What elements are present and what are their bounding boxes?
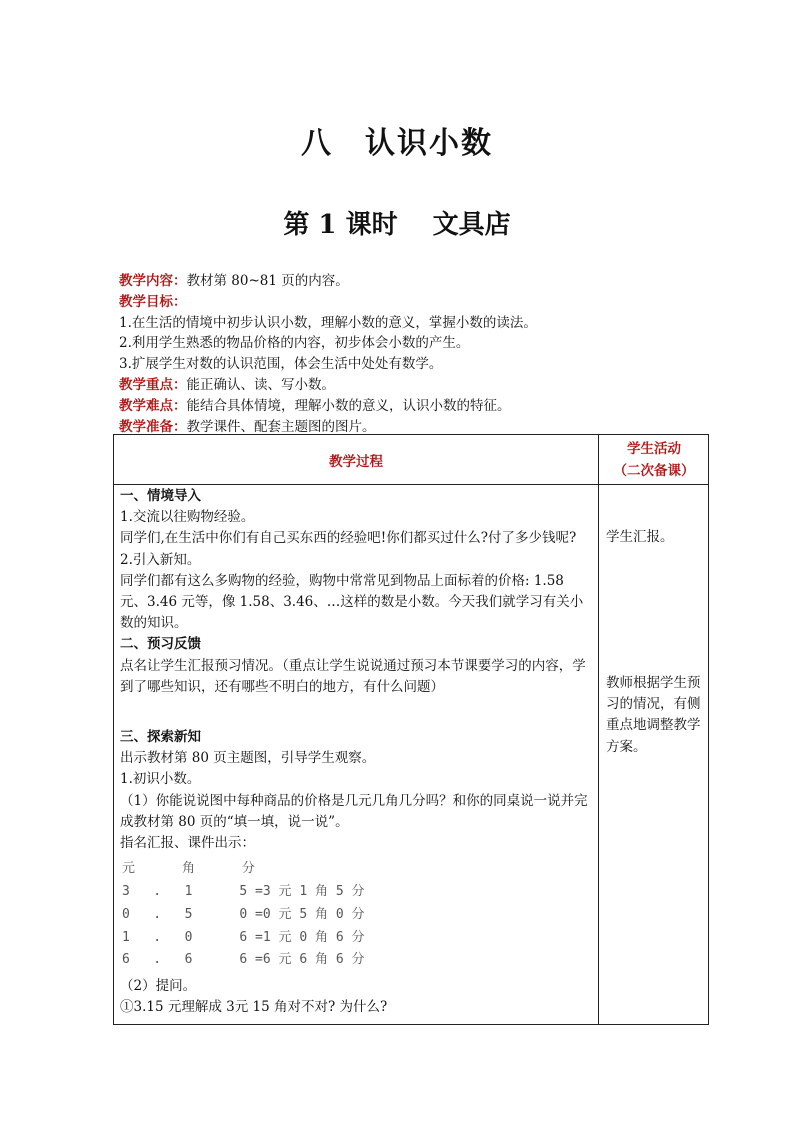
price-row: 1 . 0 6 =1 元 0 角 6 分 <box>122 929 365 945</box>
paragraph: ①3.15 元理解成 3元 15 角对不对? 为什么? <box>120 999 388 1016</box>
side-note-adjust: 教师根据学生预习的情况，有侧重点地调整教学方案。 <box>606 675 701 755</box>
paragraph: 点名让学生汇报预习情况。（重点让学生说说通过预习本节课要学习的内容，学到了哪些知识，还有哪些不明白的地方，有什么问题） <box>120 657 586 695</box>
meta-key-point: 教学重点：能正确认、读、写小数。 <box>119 376 335 393</box>
meta-content: 教学内容：教材第 80~81 页的内容。 <box>119 273 349 289</box>
paragraph: 同学们,在生活中你们有自己买东西的经验吧!你们都买过什么?付了多少钱呢? <box>120 530 577 547</box>
header-divider <box>114 484 708 485</box>
paragraph: 同学们都有这么多购物的经验，购物中常常见到物品上面标着的价格: 1.58 元、3.46 元等，像 1.58、3.46、…这样的数是小数。今天我们就学习有关小数的知识。 <box>120 572 584 632</box>
section-title-preview: 二、预习反馈 <box>120 636 201 653</box>
meta-difficulty: 教学难点：能结合具体情境，理解小数的意义，认识小数的特征。 <box>119 397 511 414</box>
meta-goal-1: 1.在生活的情境中初步认识小数，理解小数的意义，掌握小数的读法。 <box>119 314 537 331</box>
meta-goal-2: 2.利用学生熟悉的物品价格的内容，初步体会小数的产生。 <box>119 335 470 352</box>
header-teaching-process: 教学过程 <box>329 453 383 470</box>
lesson-meta <box>119 271 719 437</box>
meta-goal-3: 3.扩展学生对数的认识范围，体会生活中处处有数学。 <box>119 356 443 373</box>
section-title-intro: 一、情境导入 <box>120 488 201 504</box>
header-student-activity: 学生活动 （二次备课） <box>613 440 695 479</box>
paragraph: 1.交流以往购物经验。 <box>120 509 255 526</box>
paragraph: （1）你能说说图中每种商品的价格是几元几角几分吗？和你的同桌说一说并完成教材第 80 页的“填一填，说一说”。 <box>120 792 588 830</box>
spacer <box>120 698 594 727</box>
lesson-title: 第 1 课时 文具店 <box>283 210 511 240</box>
price-row: 0 . 5 0 =0 元 5 角 0 分 <box>122 906 365 922</box>
paragraph: 出示教材第 80 页主题图，引导学生观察。 <box>120 750 376 767</box>
price-breakdown <box>122 858 594 972</box>
price-row: 6 . 6 6 =6 元 6 角 6 分 <box>122 952 365 968</box>
meta-goals: 教学目标： <box>119 293 187 310</box>
price-row: 3 . 1 5 =3 元 1 角 5 分 <box>122 884 365 900</box>
unit-title: 八 认识小数 <box>301 126 493 161</box>
column-divider <box>598 435 599 1024</box>
price-breakdown-header: 元 角 分 <box>122 861 255 877</box>
paragraph: 指名汇报、课件出示： <box>120 835 255 852</box>
process-content <box>120 486 594 1019</box>
side-note-report: 学生汇报。 <box>606 529 674 545</box>
paragraph: （2）提问。 <box>120 978 197 995</box>
teaching-process-table <box>113 434 709 1025</box>
paragraph: 2.引入新知。 <box>120 551 201 568</box>
paragraph: 1.初识小数。 <box>120 771 201 788</box>
section-title-explore: 三、探索新知 <box>120 729 201 746</box>
meta-preparation: 教学准备：教学课件、配套主题图的图片。 <box>119 418 376 435</box>
